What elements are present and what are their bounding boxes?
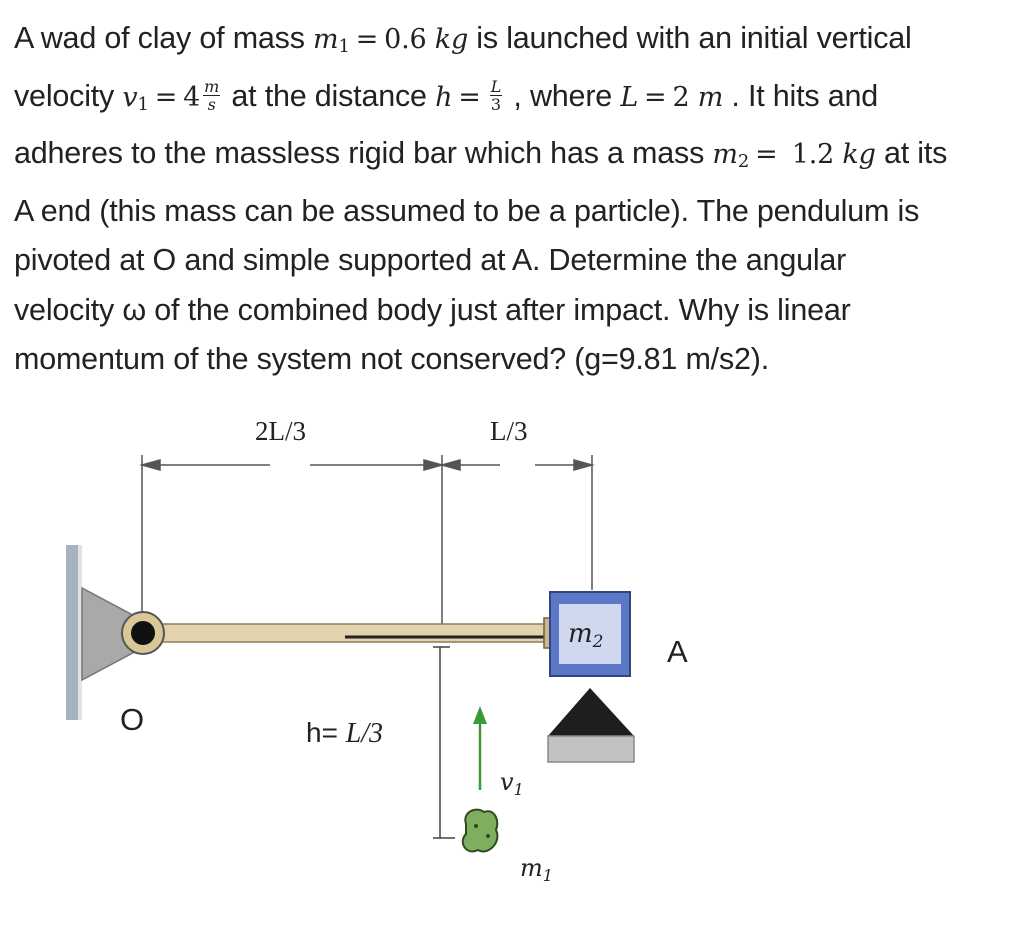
- v1-value: 4: [183, 81, 201, 113]
- text-segment: adheres to the massless rigid bar which has a mass: [14, 136, 713, 170]
- m1-label: [520, 854, 553, 885]
- v1-label: [500, 768, 524, 799]
- v1-symbol-letter: v: [122, 81, 138, 113]
- m1-subscript: 1: [338, 36, 350, 57]
- label-O: O: [120, 702, 145, 737]
- problem-line-4: A end (this mass can be assumed to be a particle). The pendulum is: [14, 193, 920, 228]
- v1-subscript: 1: [513, 780, 524, 799]
- m2-symbol-letter: m: [712, 139, 738, 170]
- text-segment: at its: [875, 136, 948, 170]
- m1-letter: m: [520, 854, 543, 882]
- label-A: A: [667, 634, 688, 669]
- m1-symbol-letter: m: [313, 24, 339, 55]
- rigid-bar: [142, 624, 550, 642]
- dim-arrowhead: [574, 460, 592, 470]
- m1-subscript: 1: [542, 866, 553, 885]
- fraction-denominator: s: [207, 94, 216, 114]
- dim-arrowhead: [142, 460, 160, 470]
- v1-letter: v: [500, 768, 514, 796]
- L-value: 2: [672, 81, 690, 113]
- equals-sign: =: [458, 81, 481, 113]
- fraction-denominator: 3: [490, 94, 501, 114]
- dimension-lines: [142, 455, 592, 635]
- kg-unit: kg: [842, 139, 876, 170]
- fraction-numerator: L: [490, 76, 502, 96]
- meter-unit: m: [697, 81, 724, 113]
- velocity-arrowhead: [473, 706, 487, 724]
- h-label-prefix: h=: [306, 717, 346, 748]
- h-label: [306, 717, 383, 749]
- clay-speck: [486, 834, 490, 838]
- dim-label-two-thirds: 2L/3: [255, 416, 306, 446]
- m2-subscript: 2: [737, 151, 750, 172]
- kg-unit: kg: [434, 24, 469, 55]
- text-segment: A wad of clay of mass: [14, 21, 314, 55]
- h-symbol: h: [435, 81, 453, 113]
- pivot-pin: [131, 621, 155, 645]
- clay-speck: [474, 824, 478, 828]
- L-symbol: L: [620, 81, 639, 113]
- text-segment: velocity: [14, 78, 123, 113]
- clay-wad-icon: [463, 810, 498, 852]
- problem-line-7: momentum of the system not conserved? (g=9.81 m/s2).: [14, 342, 769, 376]
- problem-line-5: pivoted at O and simple supported at A. Determine the angular: [14, 243, 847, 277]
- equals-sign: =: [355, 24, 379, 55]
- text-segment: is launched with an initial vertical: [468, 21, 912, 55]
- equals-sign: =: [755, 139, 778, 170]
- m2-subscript: 2: [592, 632, 604, 652]
- text-segment: , where: [505, 78, 621, 113]
- fraction-numerator: m: [204, 76, 220, 96]
- support-base: [548, 736, 634, 762]
- m2-value: 1.2: [791, 139, 835, 170]
- text-segment: . It hits and: [723, 78, 879, 113]
- equals-sign: =: [644, 81, 667, 113]
- problem-line-6: velocity ω of the combined body just after impact. Why is linear: [14, 292, 851, 327]
- m2-letter: m: [568, 619, 593, 649]
- equals-sign: =: [154, 81, 178, 113]
- simple-support-triangle: [548, 688, 634, 736]
- dim-arrowhead: [442, 460, 460, 470]
- m1-value: 0.6: [384, 24, 427, 55]
- h-label-value: L/3: [345, 718, 384, 749]
- v1-subscript: 1: [137, 93, 149, 115]
- dim-label-one-third: L/3: [490, 416, 528, 446]
- text-segment: at the distance: [223, 78, 436, 113]
